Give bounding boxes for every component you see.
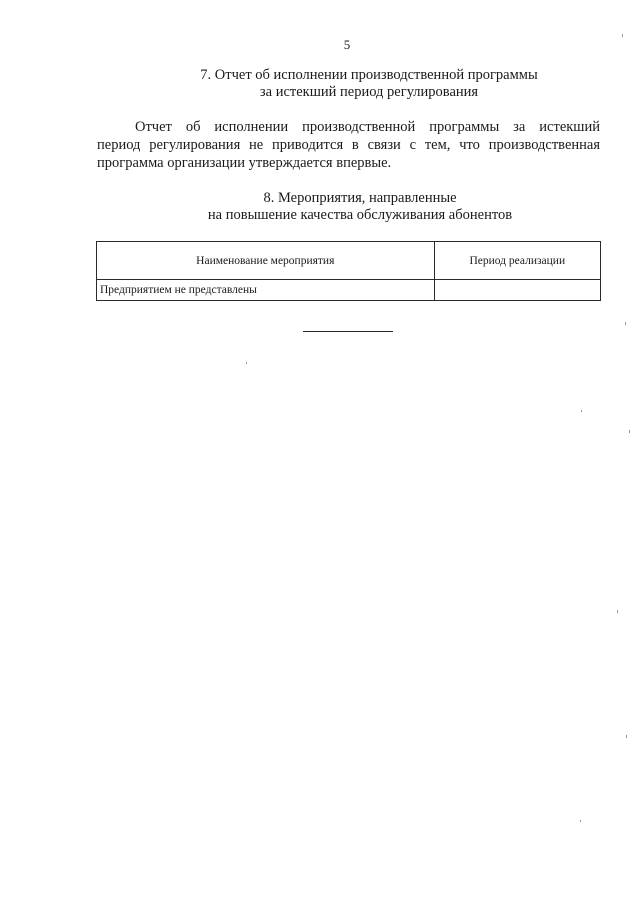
- column-header-measure-name: Наименование мероприятия: [97, 242, 435, 280]
- measures-table: [96, 241, 601, 301]
- end-of-content-rule: [303, 331, 393, 332]
- table-header-row: [97, 242, 601, 280]
- section-7-heading-line-2: за истекший период регулирования: [259, 84, 479, 100]
- table-cell-measure-name: Предприятием не представлены: [97, 280, 435, 301]
- section-7-paragraph: [97, 118, 600, 172]
- section-8-heading-line-1: 8. Мероприятия, направленные: [263, 190, 457, 206]
- paragraph-line-1: Отчет об исполнении производственной программы за истекший: [135, 119, 600, 135]
- table-cell-period: [434, 280, 600, 301]
- scan-speck: [622, 34, 623, 37]
- scan-speck: [580, 820, 581, 822]
- section-7-heading: [186, 67, 552, 101]
- paragraph-line-3: программа организации утверждается впервые.: [97, 155, 392, 171]
- scan-speck: [625, 322, 626, 325]
- scan-speck: [617, 610, 618, 613]
- column-header-period: Период реализации: [434, 242, 600, 280]
- section-8-heading: [200, 190, 520, 224]
- page-number: 5: [343, 37, 351, 52]
- paragraph-line-2: период регулирования не приводится в связи с тем, что производственная: [97, 137, 600, 153]
- section-7-heading-line-1: 7. Отчет об исполнении производственной программы: [200, 67, 538, 83]
- scan-speck: [581, 410, 582, 412]
- section-8-heading-line-2: на повышение качества обслуживания абонентов: [207, 207, 513, 223]
- scan-speck: [629, 430, 630, 433]
- scan-speck: [246, 362, 247, 364]
- scan-speck: [626, 735, 627, 738]
- table-row: [97, 280, 601, 301]
